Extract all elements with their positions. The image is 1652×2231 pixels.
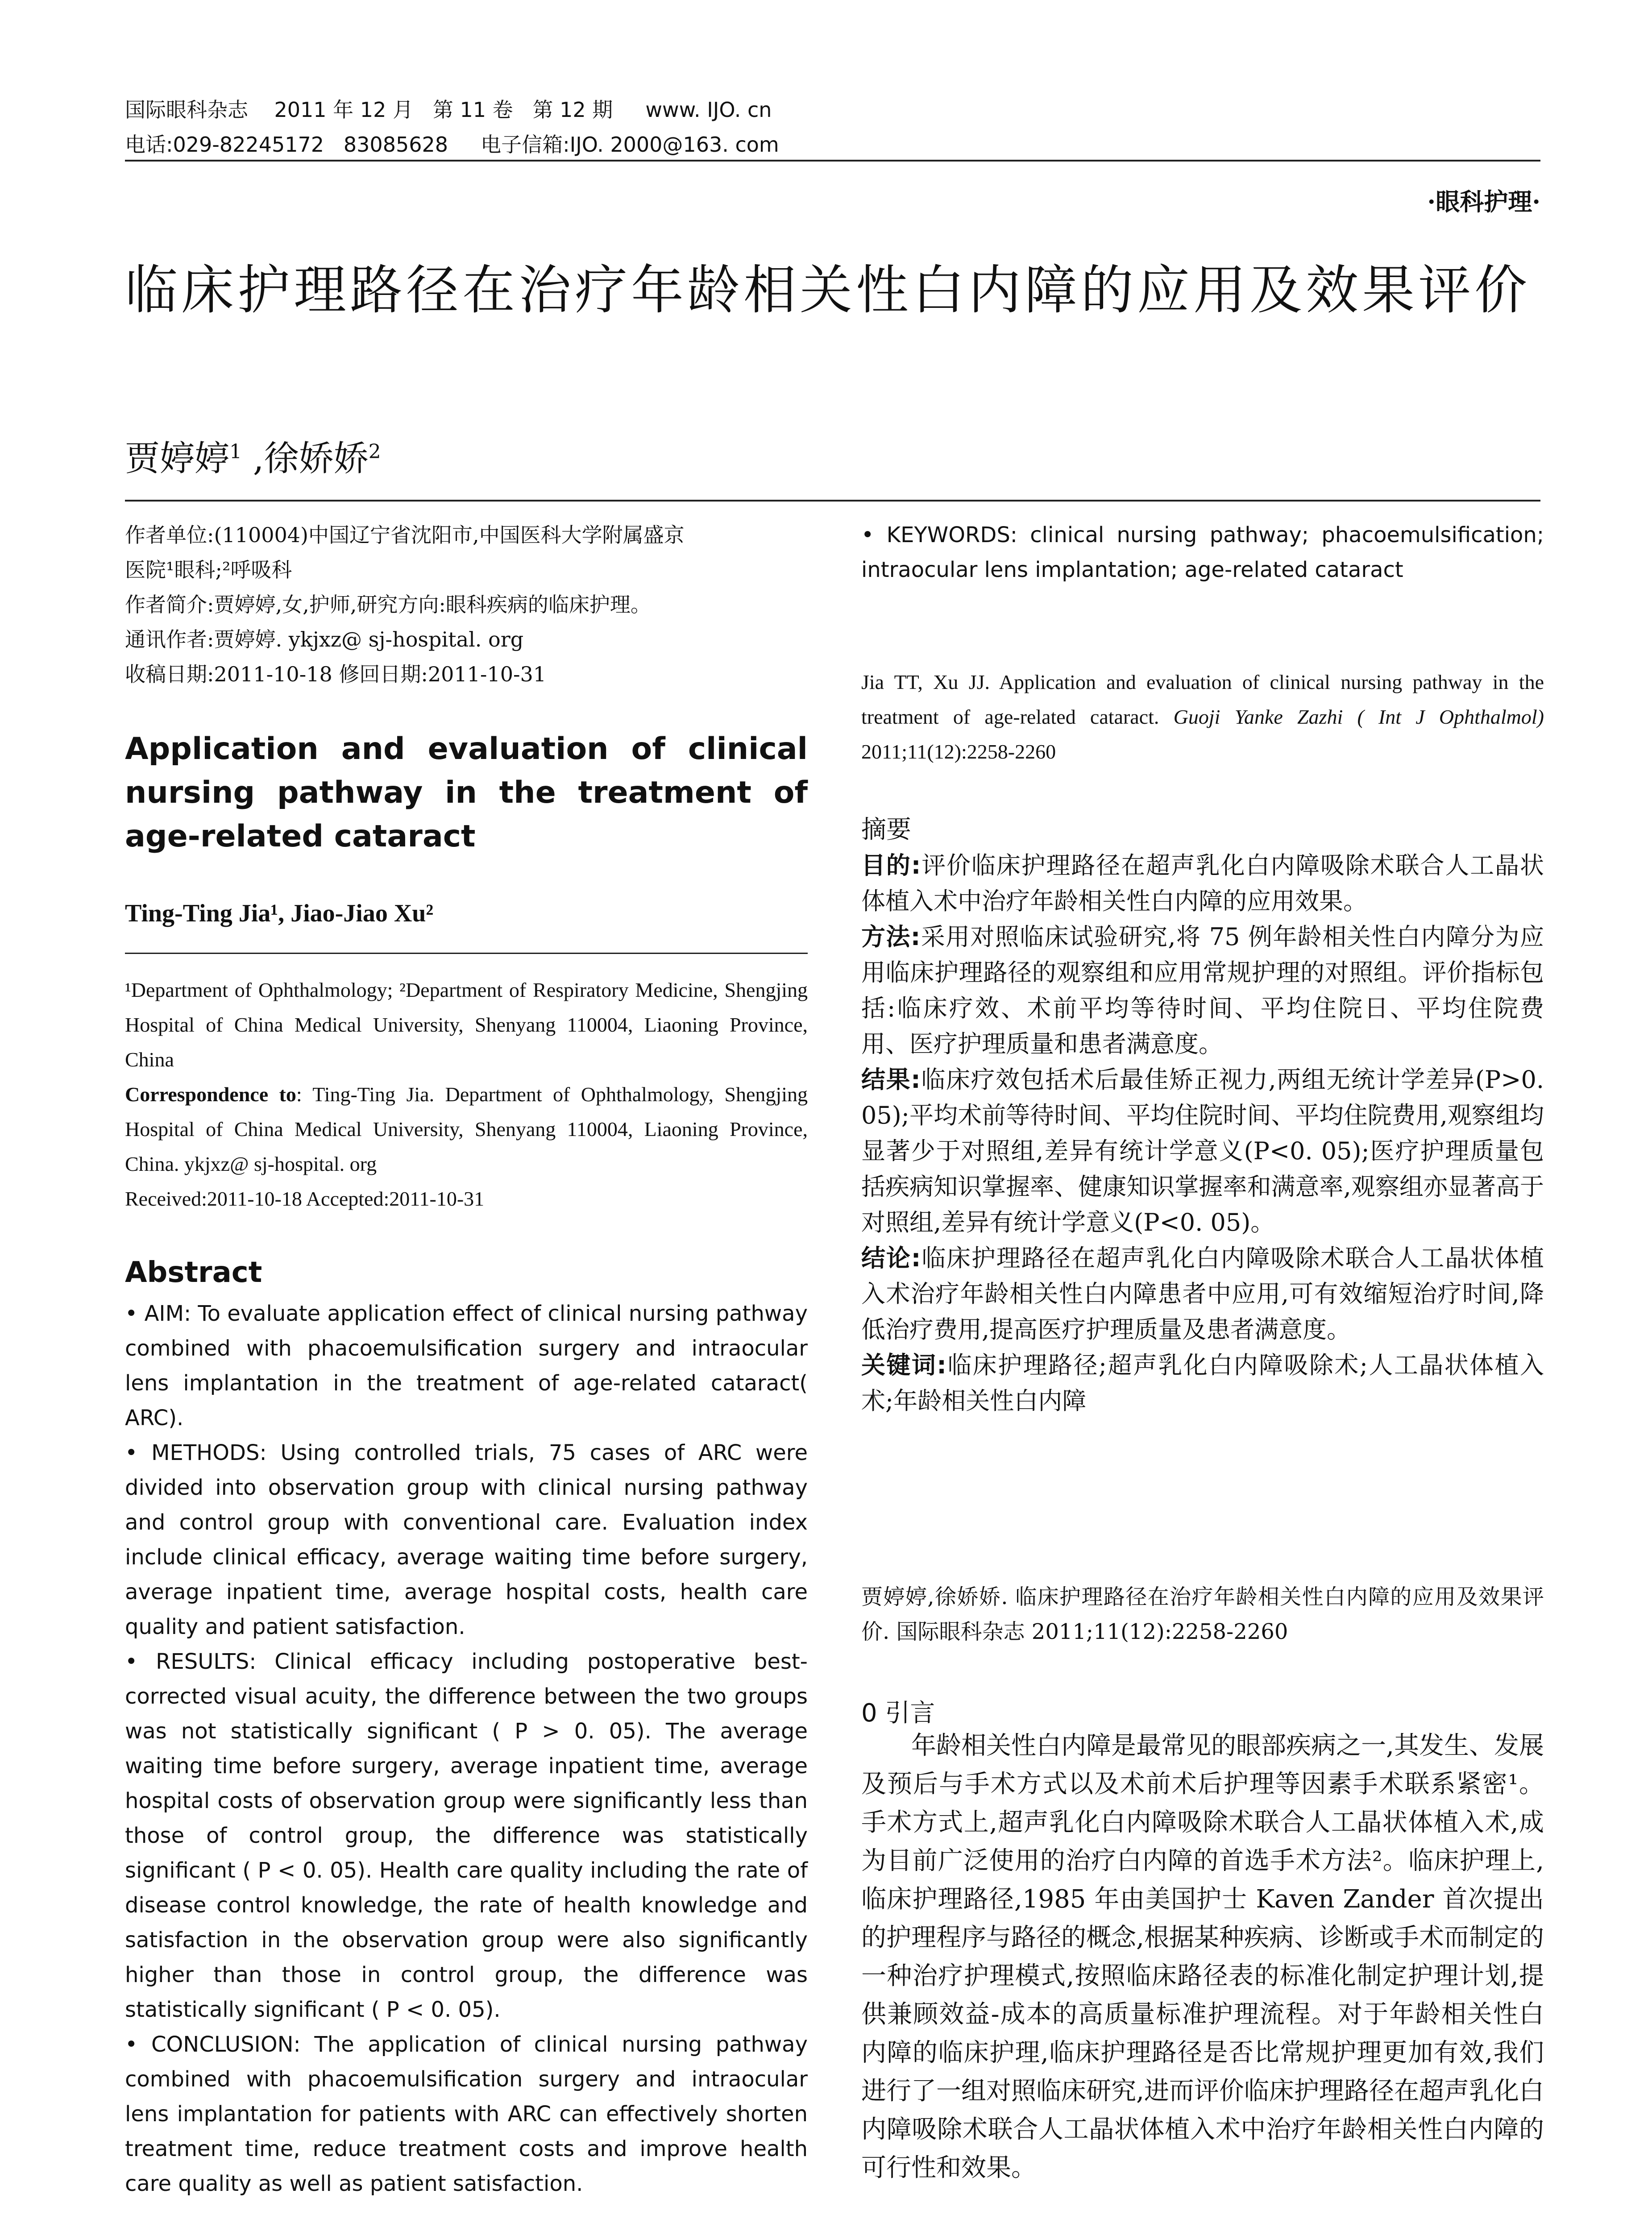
affil-received: Received:2011-10-18 Accepted:2011-10-31 [125, 1187, 485, 1210]
abstract-conclusion: • CONCLUSION: The application of clinical nursing pathway combined with phacoemulsification surgery and intraocular lens implantation for patients with ARC can effectively shorten treatment time, reduce treatment costs and improve health care quality as well as patient satisfaction. [125, 2032, 808, 2196]
author-2: 徐娇娇 [264, 439, 369, 479]
cn-unit-line1: 作者单位:(110004)中国辽宁省沈阳市,中国医科大学附属盛京 [125, 523, 685, 547]
cn-aim-text: 评价临床护理路径在超声乳化白内障吸除术联合人工晶状体植入术中治疗年龄相关性白内障的应用效果。 [861, 851, 1544, 915]
cn-contact: 通讯作者:贾婷婷. ykjxz@ sj-hospital. org [125, 627, 524, 651]
corr-text: : Ting-Ting Jia. Department of Ophthalmology, Shengjing Hospital of China Medical University, Shenyang 110004, Liaoning Province, China. ykjxz@ sj-hospital. org [125, 1083, 808, 1175]
journal-header-line2: 电话:029-82245172 83085628 电子信箱:IJO. 2000@163. com [125, 133, 779, 157]
cn-abstract-keywords [861, 1348, 1544, 1419]
en-keywords-block [861, 518, 1544, 587]
abstract-aim: • AIM: To evaluate application effect of clinical nursing pathway combined with phacoemulsification surgery and intraocular lens implantation in the treatment of age-related cataract( ARC). [125, 1301, 808, 1431]
affil-correspondence [125, 1077, 808, 1182]
cn-abstract-aim [861, 848, 1544, 919]
cn-abstract-methods [861, 919, 1544, 1062]
author-line [125, 431, 381, 481]
en-title: Application and evaluation of clinical nursing pathway in the treatment of age-related cataract [125, 731, 808, 854]
cn-abstract-conclusion [861, 1240, 1544, 1348]
abstract-results: • RESULTS: Clinical efficacy including postoperative best-corrected visual acuity, the difference between the two groups was not statistically significant ( P > 0. 05). The average waiting time before surgery, average inpatient time, average hospital costs of observation group were significantly less than those of control group, the difference was statistically significant ( P < 0. 05). Health care quality including the rate of disease control knowledge, the rate of health knowledge and satisfaction in the observation group were also significantly higher than those in control group, the difference was statistically significant ( P < 0. 05). [125, 1649, 808, 2022]
author-separator: , [242, 439, 264, 479]
en-citation-text: Jia TT, Xu JJ. Application and evaluation of clinical nursing pathway in the treatment of age-related cataract. [861, 671, 1544, 728]
author-1-sup: 1 [229, 440, 242, 463]
en-citation-tail: 2011;11(12):2258-2260 [861, 740, 1056, 763]
en-abstract-body [125, 1296, 808, 2201]
intro-heading: 0 引言 [861, 1699, 935, 1728]
title-rule [125, 500, 1540, 502]
cn-keywords-label: 关键词: [861, 1351, 946, 1379]
cn-keywords-text: 临床护理路径;超声乳化白内障吸除术;人工晶状体植入术;年龄相关性白内障 [861, 1351, 1544, 1415]
cn-abstract-results [861, 1062, 1544, 1240]
header-rule [125, 160, 1540, 162]
cn-conclusion-text: 临床护理路径在超声乳化白内障吸除术联合人工晶状体植入术治疗年龄相关性白内障患者中应用,可有效缩短治疗时间,降低治疗费用,提高医疗护理质量及患者满意度。 [861, 1244, 1544, 1344]
abstract-keywords: • KEYWORDS: clinical nursing pathway; phacoemulsification; intraocular lens implantation; age-related cataract [861, 523, 1544, 582]
author-2-sup: 2 [368, 440, 381, 463]
cn-bio: 作者简介:贾婷婷,女,护师,研究方向:眼科疾病的临床护理。 [125, 593, 651, 617]
affil-rule [125, 953, 808, 954]
en-citation [861, 665, 1544, 769]
cn-abstract-heading: 摘要 [861, 815, 911, 844]
cn-methods-text: 采用对照临床试验研究,将 75 例年龄相关性白内障分为应用临床护理路径的观察组和应用常规护理的对照组。评价指标包括:临床疗效、术前平均等待时间、平均住院日、平均住院费用、医疗护理质量和患者满意度。 [861, 923, 1544, 1058]
journal-header-line1: 国际眼科杂志 2011 年 12 月 第 11 卷 第 12 期 www. IJO. cn [125, 98, 772, 122]
cn-aim-label: 目的: [861, 851, 921, 879]
en-affiliation [125, 973, 808, 1216]
cn-abstract-body [861, 848, 1544, 1419]
author-1: 贾婷婷 [125, 439, 230, 479]
cn-citation: 贾婷婷,徐娇娇. 临床护理路径在治疗年龄相关性白内障的应用及效果评价. 国际眼科杂志 2011;11(12):2258-2260 [861, 1584, 1544, 1644]
cn-author-info [125, 518, 808, 692]
abstract-heading: Abstract [125, 1256, 262, 1289]
cn-conclusion-label: 结论: [861, 1244, 921, 1272]
cn-unit-line2: 医院¹眼科;²呼吸科 [125, 558, 292, 582]
cn-dates: 收稿日期:2011-10-18 修回日期:2011-10-31 [125, 662, 547, 686]
section-tag: ·眼科护理· [1427, 187, 1540, 216]
en-citation-journal: Guoji Yanke Zazhi ( Int J Ophthalmol) [1173, 705, 1544, 728]
page-title: 临床护理路径在治疗年龄相关性白内障的应用及效果评价 [125, 259, 1531, 321]
cn-results-label: 结果: [861, 1066, 921, 1094]
intro-paragraph: 年龄相关性白内障是最常见的眼部疾病之一,其发生、发展及预后与手术方式以及术前术后护理等因素手术联系紧密¹。手术方式上,超声乳化白内障吸除术联合人工晶状体植入术,成为目前广泛使用的治疗白内障的首选手术方法²。临床护理上,临床护理路径,1985 年由美国护士 Kaven Zander 首次提出的护理程序与路径的概念,根据某种疾病、诊断或手术而制定的一种治疗护理模式,按照临床路径表的标准化制定护理计划,提供兼顾效益-成本的高质量标准护理流程。对于年龄相关性白内障的临床护理,临床护理路径是否比常规护理更加有效,我们进行了一组对照临床研究,进而评价临床护理路径在超声乳化白内障吸除术联合人工晶状体植入术中治疗年龄相关性白内障的可行性和效果。 [861, 1731, 1544, 2182]
affil-dept: ¹Department of Ophthalmology; ²Department of Respiratory Medicine, Shengjing Hospital of China Medical University, Shenyang 110004, Liaoning Province, China [125, 979, 808, 1071]
en-authors: Ting-Ting Jia¹, Jiao-Jiao Xu² [125, 900, 434, 927]
cn-methods-label: 方法: [861, 923, 921, 951]
corr-label: Correspondence to [125, 1083, 296, 1106]
cn-results-text: 临床疗效包括术后最佳矫正视力,两组无统计学差异(P>0. 05);平均术前等待时间、平均住院时间、平均住院费用,观察组均显著少于对照组,差异有统计学意义(P<0. 05);医疗护理质量包括疾病知识掌握率、健康知识掌握率和满意率,观察组亦显著高于对照组,差异有统计学意义(P<0. 05)。 [861, 1066, 1544, 1236]
abstract-methods: • METHODS: Using controlled trials, 75 cases of ARC were divided into observation group with clinical nursing pathway and control group with conventional care. Evaluation index include clinical efficacy, average waiting time before surgery, average inpatient time, average hospital costs, health care quality and patient satisfaction. [125, 1440, 808, 1639]
